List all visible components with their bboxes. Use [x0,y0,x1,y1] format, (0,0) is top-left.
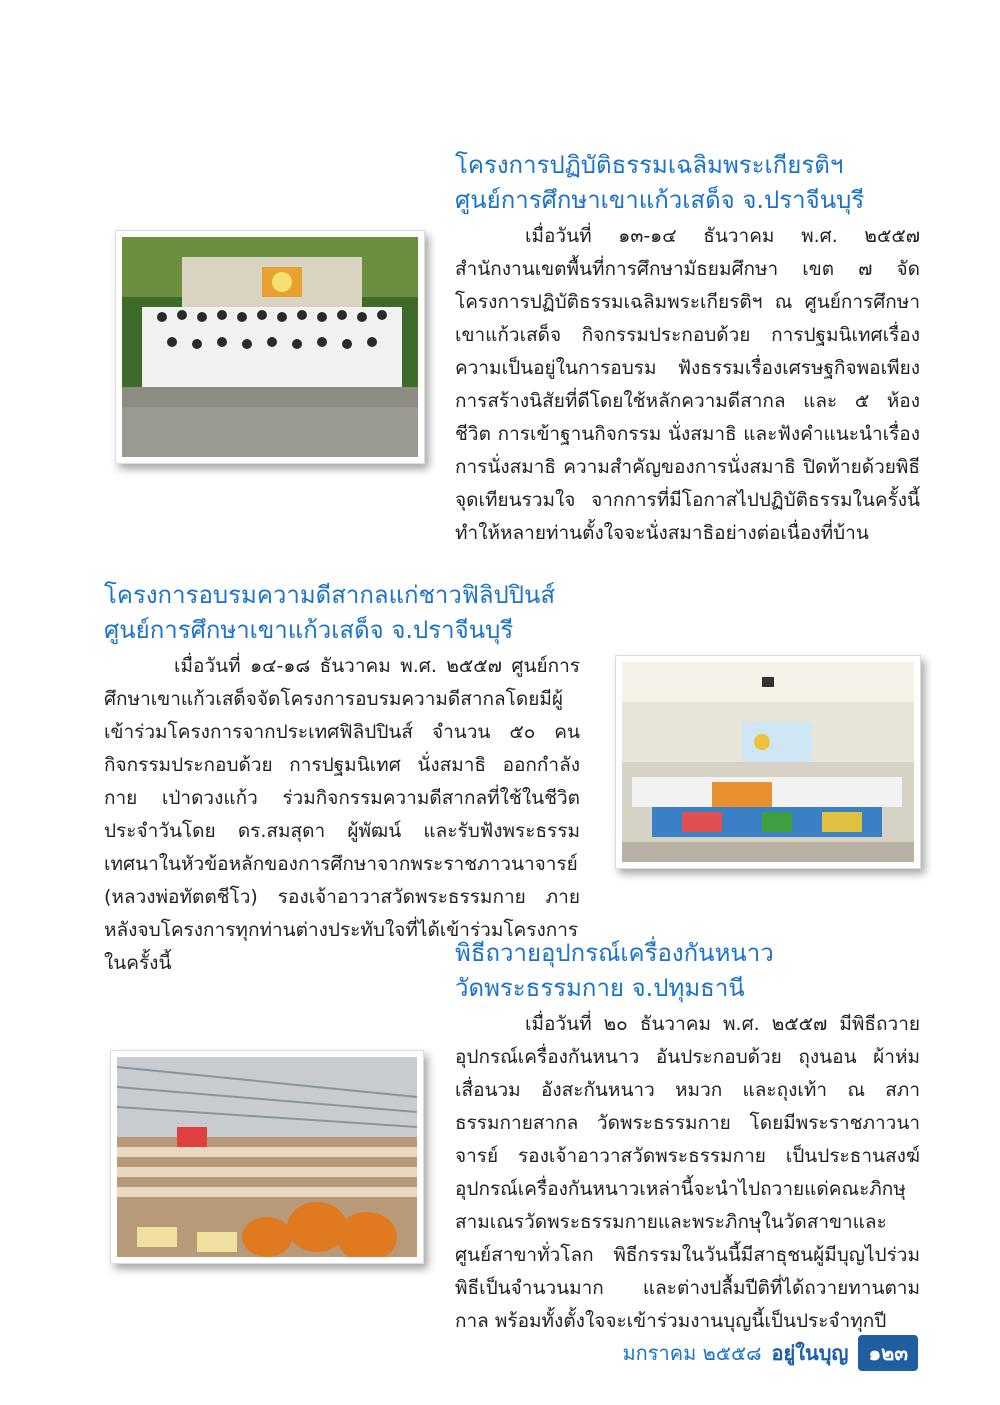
ceremony-hall-photo-image [117,1057,417,1257]
article-1-body-text: เมื่อวันที่ ๑๓-๑๔ ธันวาคม พ.ศ. ๒๕๕๗ สำนักงานเขตพื้นที่การศึกษามัธยมศึกษา เขต ๗ จัดโครงการปฏิบัติธรรมเฉลิมพระเกียรติฯ ณ ศูนย์การศึกษาเขาแก้วเสด็จ กิจกรรมประกอบด้วย การปฐมนิเทศเรื่องความเป็นอยู่ในการอบรม ฟังธรรมเรื่องเศรษฐกิจพอเพียง การสร้างนิสัยที่ดีโดยใช้หลักความดีสากล และ ๕ ห้องชีวิต การเข้าฐานกิจกรรม นั่งสมาธิ และฟังคำแนะนำเรื่องการนั่งสมาธิ ความสำคัญของการนั่งสมาธิ ปิดท้ายด้วยพิธีจุดเทียนรวมใจ จากการที่มีโอกาสไปปฏิบัติธรรมในครั้งนี้ ทำให้หลายท่านตั้งใจจะนั่งสมาธิอย่างต่อเนื่องที่บ้าน [455,225,920,544]
article-1-photo [115,230,425,464]
article-3 [455,936,920,1338]
article-2-body [104,650,580,980]
footer-date: มกราคม ๒๕๕๘ [622,1341,762,1365]
article-3-title-line2: วัดพระธรรมกาย จ.ปทุมธานี [455,974,745,1002]
article-1-title-line1: โครงการปฏิบัติธรรมเฉลิมพระเกียรติฯ [455,151,844,179]
article-3-photo [110,1050,424,1264]
article-2 [104,578,580,980]
article-2-photo [615,655,921,869]
article-3-body-text: เมื่อวันที่ ๒๐ ธันวาคม พ.ศ. ๒๕๕๗ มีพิธีถวายอุปกรณ์เครื่องกันหนาว อันประกอบด้วย ถุงนอน ผ้าห่ม เสื่อนวม อังสะกันหนาว หมวก และถุงเท้า ณ สภาธรรมกายสากล วัดพระธรรมกาย โดยมีพระราชภาวนาจารย์ รองเจ้าอาวาสวัดพระธรรมกาย เป็นประธานสงฆ์ อุปกรณ์เครื่องกันหนาวเหล่านี้จะนำไปถวายแด่คณะภิกษุสามเณรวัดพระธรรมกายและพระภิกษุในวัดสาขาและศูนย์สาขาทั่วโลก พิธีกรรมในวันนี้มีสาธุชนผู้มีบุญไปร่วมพิธีเป็นจำนวนมาก และต่างปลื้มปีติที่ได้ถวายทานตามกาล พร้อมทั้งตั้งใจจะเข้าร่วมงานบุญนี้เป็นประจำทุกปี [455,1013,920,1332]
article-1-title-line2: ศูนย์การศึกษาเขาแก้วเสด็จ จ.ปราจีนบุรี [455,186,865,214]
article-3-body [455,1008,920,1338]
article-3-title-line1: พิธีถวายอุปกรณ์เครื่องกันหนาว [455,939,774,967]
article-1-body [455,220,920,550]
event-hall-photo-image [622,662,914,862]
footer-publication: อยู่ในบุญ [771,1341,849,1365]
article-2-body-text: เมื่อวันที่ ๑๔-๑๘ ธันวาคม พ.ศ. ๒๕๕๗ ศูนย์การศึกษาเขาแก้วเสด็จจัดโครงการอบรมความดีสากลโดยมีผู้เข้าร่วมโครงการจากประเทศฟิลิปปินส์ จำนวน ๕๐ คน กิจกรรมประกอบด้วย การปฐมนิเทศ นั่งสมาธิ ออกกำลังกาย เป่าดวงแก้ว ร่วมกิจกรรมความดีสากลที่ใช้ในชีวิตประจำวันโดย ดร.สมสุดา ผู้พัฒน์ และรับฟังพระธรรมเทศนาในหัวข้อหลักของการศึกษาจากพระราชภาวนาจารย์ (หลวงพ่อทัตตชีโว) รองเจ้าอาวาสวัดพระธรรมกาย ภายหลังจบโครงการทุกท่านต่างประทับใจที่ได้เข้าร่วมโครงการในครั้งนี้ [104,655,580,974]
page-number-badge: ๑๒๓ [858,1335,918,1371]
article-2-title-line2: ศูนย์การศึกษาเขาแก้วเสด็จ จ.ปราจีนบุรี [104,616,514,644]
page-footer [622,1335,918,1371]
article-1 [455,148,920,550]
article-2-title-line1: โครงการอบรมความดีสากลแก่ชาวฟิลิปปินส์ [104,581,556,609]
group-photo-image [122,237,418,457]
